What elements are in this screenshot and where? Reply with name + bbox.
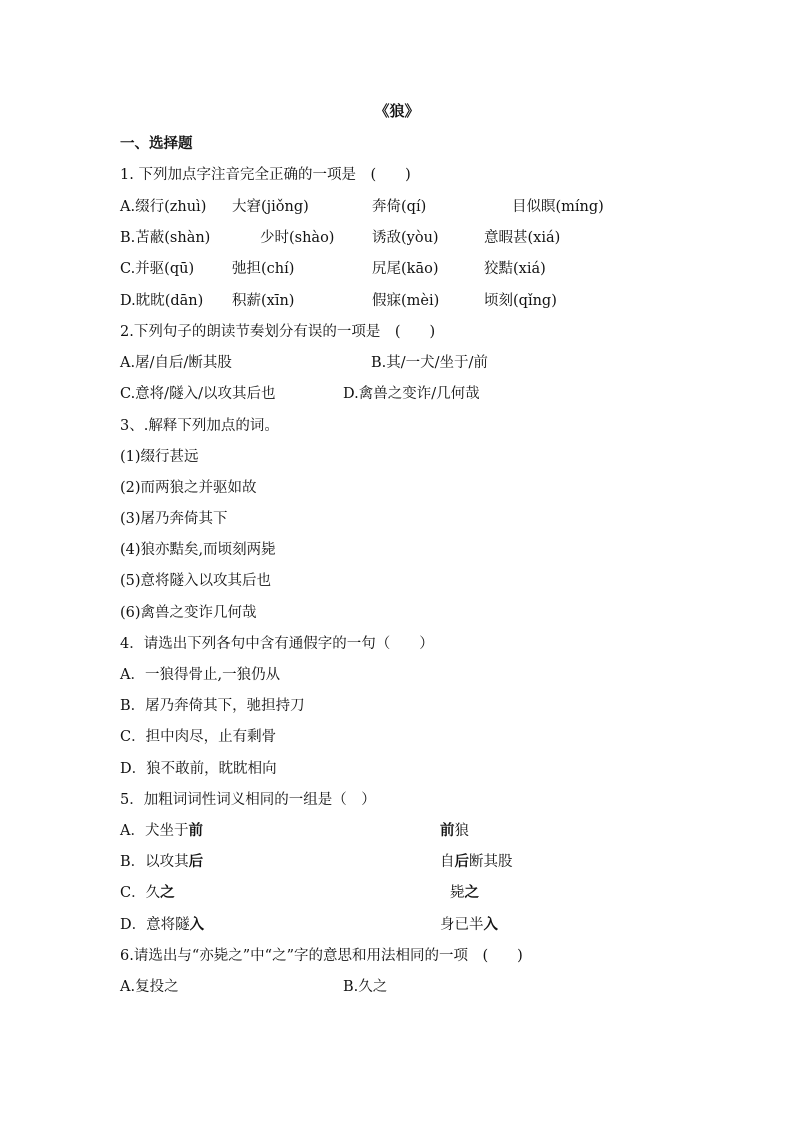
question-6-stem: 6.请选出与“亦毙之”中“之”字的意思和用法相同的一项 ( ) xyxy=(120,948,523,964)
q5-text: 自 xyxy=(440,854,455,870)
q1-option-c: C.并驱(qū) xyxy=(120,261,195,277)
q4-option-b: B．屠乃奔倚其下，驰担持刀 xyxy=(120,698,305,714)
question-3-stem: 3、.解释下列加点的词。 xyxy=(120,418,279,434)
q6-option-a: A.复投之 xyxy=(120,979,179,995)
q5-text: B．以攻其 xyxy=(120,854,189,870)
q1-option-d: D.眈眈(dān) xyxy=(120,293,204,309)
document-title: 《狼》 xyxy=(374,102,420,120)
q5-bold-word: 后 xyxy=(188,853,204,870)
q5-option-c-right xyxy=(450,883,479,903)
q5-option-a-right xyxy=(440,821,469,841)
question-2-stem: 2.下列句子的朗读节奏划分有误的一项是 ( ) xyxy=(120,324,436,340)
q5-option-d-right xyxy=(440,915,498,935)
q4-option-c: C．担中肉尽，止有剩骨 xyxy=(120,729,277,745)
q5-text: 身已半 xyxy=(440,917,484,933)
q3-item: (1)缀行甚远 xyxy=(120,449,199,465)
q1-option-d-word: 顷刻(qǐng) xyxy=(484,293,557,309)
q1-option-d-word: 积薪(xīn) xyxy=(232,293,295,309)
q1-option-d-word: 假寐(mèi) xyxy=(372,293,440,309)
q1-option-b-word: 意暇甚(xiá) xyxy=(484,230,561,246)
q4-option-a: A．一狼得骨止,一狼仍从 xyxy=(120,667,281,683)
q5-text: 断其股 xyxy=(469,854,513,870)
q5-bold-word: 入 xyxy=(483,916,498,933)
q1-option-c-word: 尻尾(kāo) xyxy=(372,261,439,277)
q2-option-c: C.意将/隧入/以攻其后也 xyxy=(120,386,276,402)
q1-option-a-word: 目似瞑(míng) xyxy=(512,199,604,215)
q5-option-b-right xyxy=(440,852,513,872)
question-5-stem: 5．加粗词词性词义相同的一组是（ ） xyxy=(120,792,376,808)
q5-option-c-left xyxy=(120,883,175,903)
q5-text: C．久 xyxy=(120,885,161,901)
q5-bold-word: 前 xyxy=(188,822,203,839)
q3-item: (3)屠乃奔倚其下 xyxy=(120,511,228,527)
q5-bold-word: 入 xyxy=(189,916,205,933)
q1-option-c-word: 弛担(chí) xyxy=(232,261,295,277)
q5-option-b-left xyxy=(120,852,203,872)
q6-option-b: B.久之 xyxy=(343,979,388,995)
q5-bold-word: 后 xyxy=(454,853,469,870)
q1-option-a-word: 大窘(jiǒng) xyxy=(232,199,309,215)
q3-item: (4)狼亦黠矣,而顷刻两毙 xyxy=(120,542,276,558)
q1-option-b-word: 少时(shào) xyxy=(260,230,335,246)
q5-text: 毙 xyxy=(450,885,465,901)
q5-text: A．犬坐于 xyxy=(120,823,189,839)
q2-option-b: B.其/一犬/坐于/前 xyxy=(371,355,488,371)
q3-item: (2)而两狼之并驱如故 xyxy=(120,480,257,496)
q2-option-a: A.屠/自后/断其股 xyxy=(120,355,232,371)
q1-option-c-word: 狡黠(xiá) xyxy=(484,261,546,277)
q5-option-a-left xyxy=(120,821,203,841)
q5-text: D．意将隧 xyxy=(120,917,190,933)
q1-option-a: A.缀行(zhuì) xyxy=(120,199,207,215)
q2-option-d: D.禽兽之变诈/几何哉 xyxy=(343,386,480,402)
q3-item: (6)禽兽之变诈几何哉 xyxy=(120,605,257,621)
section-heading: 一、选择题 xyxy=(120,135,193,152)
q1-option-b: B.苫蔽(shàn) xyxy=(120,230,211,246)
q4-option-d: D．狼不敢前，眈眈相向 xyxy=(120,761,277,777)
q5-bold-word: 之 xyxy=(464,884,479,901)
q1-option-a-word: 奔倚(qí) xyxy=(372,199,427,215)
question-4-stem: 4．请选出下列各句中含有通假字的一句（ ） xyxy=(120,636,434,652)
q1-option-b-word: 诱敌(yòu) xyxy=(372,230,439,246)
q5-bold-word: 前 xyxy=(440,822,455,839)
q5-text: 狼 xyxy=(454,823,469,839)
q5-bold-word: 之 xyxy=(160,884,175,901)
question-1-stem: 1. 下列加点字注音完全正确的一项是 ( ) xyxy=(120,167,411,183)
q5-option-d-left xyxy=(120,915,204,935)
q3-item: (5)意将隧入以攻其后也 xyxy=(120,573,272,589)
